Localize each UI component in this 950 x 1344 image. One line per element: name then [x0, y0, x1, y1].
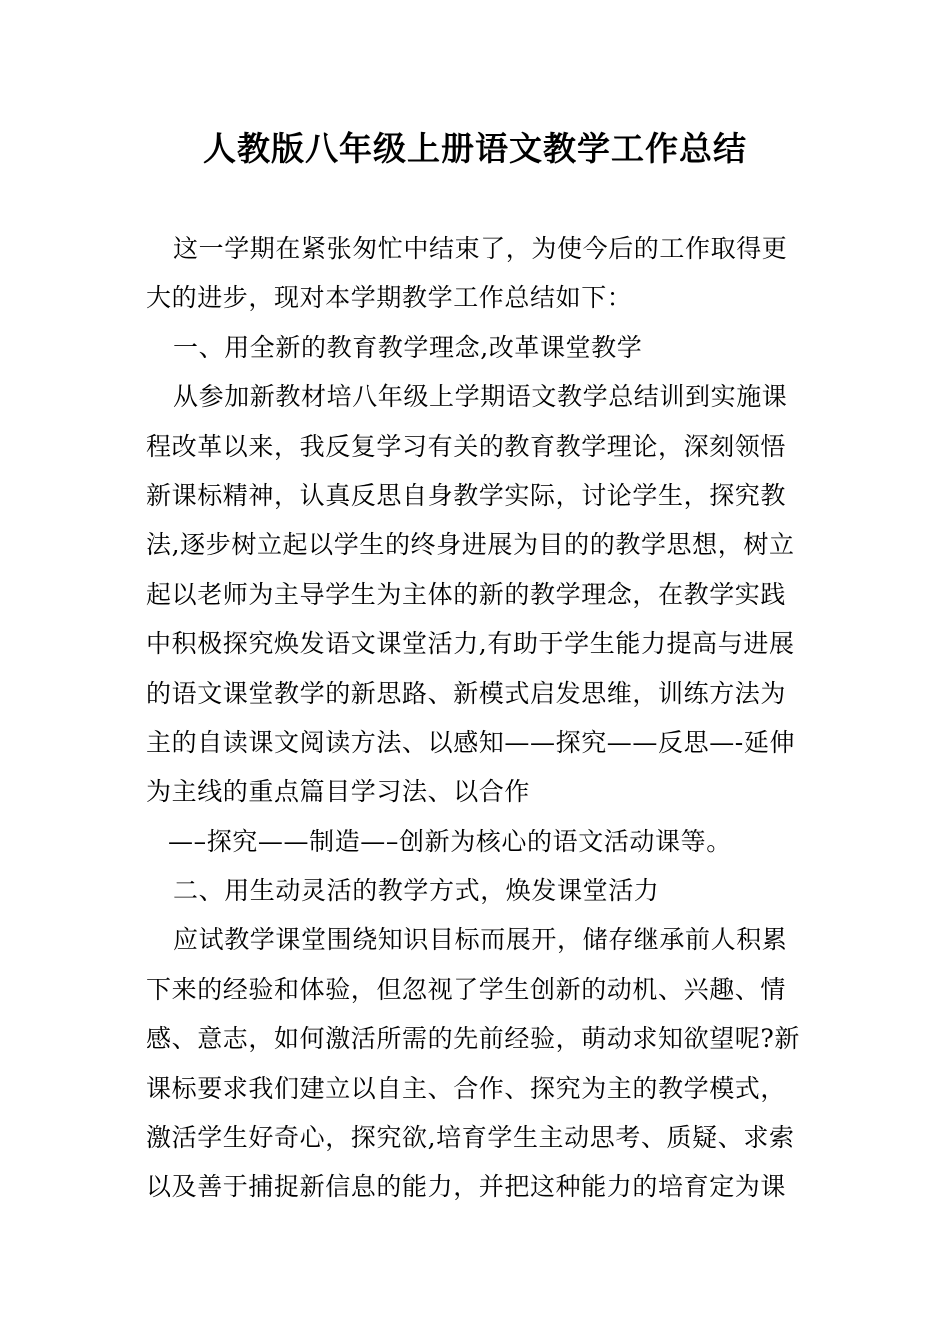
paragraph-line: 程改革以来，我反复学习有关的教育教学理论，深刻领悟	[146, 431, 787, 461]
paragraph-line: 下来的经验和体验，但忽视了学生创新的动机、兴趣、情	[146, 974, 787, 1004]
paragraph-line: 法,逐步树立起以学生的终身进展为目的的教学思想，树立	[146, 530, 795, 560]
paragraph-line: 起以老师为主导学生为主体的新的教学理念，在教学实践	[146, 579, 787, 609]
paragraph-line: 激活学生好奇心，探究欲,培育学生主动思考、质疑、求索	[146, 1123, 795, 1153]
section-heading-2: 二、用生动灵活的教学方式，焕发课堂活力	[173, 876, 660, 906]
document-body	[146, 224, 810, 1212]
paragraph-line: 课标要求我们建立以自主、合作、探究为主的教学模式，	[146, 1073, 787, 1103]
paragraph-line: 这一学期在紧张匆忙中结束了，为使今后的工作取得更	[173, 234, 788, 263]
document-title: 人教版八年级上册语文教学工作总结	[203, 129, 747, 168]
paragraph-line: —–探究——制造—–创新为核心的语文活动课等。	[168, 826, 732, 856]
paragraph-line: 应试教学课堂围绕知识目标而展开，储存继承前人积累	[173, 925, 788, 955]
paragraph-line: 新课标精神，认真反思自身教学实际，讨论学生，探究教	[146, 480, 787, 510]
paragraph-line: 以及善于捕捉新信息的能力，并把这种能力的培育定为课	[146, 1172, 787, 1202]
paragraph-line: 大的进步，现对本学期教学工作总结如下：	[146, 283, 633, 313]
paragraph-line: 主的自读课文阅读方法、以感知——探究——反思—-延伸	[146, 727, 796, 757]
paragraph-line: 的语文课堂教学的新思路、新模式启发思维，训练方法为	[146, 678, 787, 708]
paragraph-line: 为主线的重点篇目学习法、以合作	[146, 777, 531, 807]
paragraph-line: 从参加新教材培八年级上学期语文教学总结训到实施课	[173, 382, 788, 412]
section-heading-1: 一、用全新的教育教学理念,改革课堂教学	[173, 332, 643, 362]
paragraph-line: 感、意志，如何激活所需的先前经验，萌动求知欲望呢?新	[146, 1024, 801, 1054]
paragraph-line: 中积极探究焕发语文课堂活力,有助于学生能力提高与进展	[146, 629, 795, 659]
